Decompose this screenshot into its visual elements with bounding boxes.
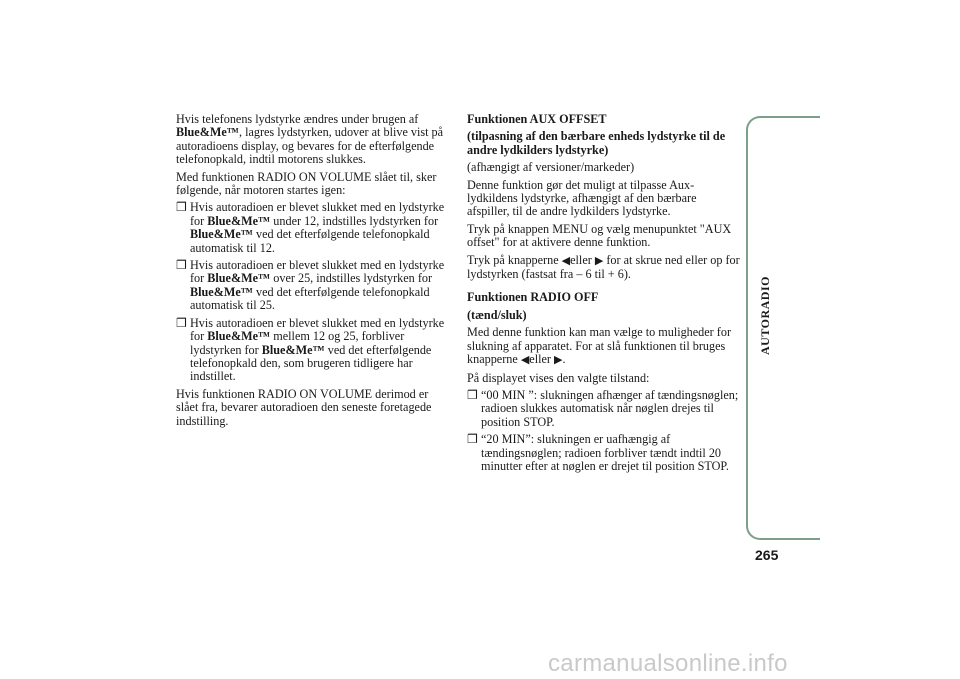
section-note: (afhængigt af versioner/markeder) — [467, 160, 635, 175]
arrow-left-icon: ◀ — [561, 254, 571, 267]
watermark-text: carmanualsonline.info — [548, 650, 788, 677]
list-item: ❒ Hvis autoradioen er blevet slukket med en lydstyrke for Blue&Me™ under 12, indstilles lydstyrken for Blue&Me™ ved det efterfølgende telefonopkald automatisk til 12. — [176, 200, 445, 255]
paragraph-aux-description: Denne funktion gør det muligt at tilpasse Aux-lydkildens lydstyrke, afhængigt af den bærbare afspiller, til de andre lydkilders lydstyrke. — [467, 177, 697, 219]
list-item: ❒ Hvis autoradioen er blevet slukket med en lydstyrke for Blue&Me™ over 25, indstilles lydstyrken for Blue&Me™ ved det efterfølgende telefonopkald automatisk til 25. — [176, 258, 445, 313]
bullet-icon: ❒ — [176, 315, 187, 330]
heading-aux-offset — [467, 113, 742, 175]
arrow-right-icon: ▶ — [594, 254, 604, 267]
list-item: ❒ Hvis autoradioen er blevet slukket med en lydstyrke for Blue&Me™ mellem 12 og 25, forbliver lydstyrken for Blue&Me™ ved det efterfølgende telefonopkald den, som brugeren tidligere har indstillet. — [176, 315, 445, 384]
bullet-icon: ❒ — [176, 200, 187, 215]
section-subtitle: (tænd/sluk) — [467, 307, 527, 322]
section-subtitle: (tilpasning af den bærbare enheds lydstyrke til de andre lydkilders lydstyrke) — [467, 129, 726, 157]
chapter-label: AUTORADIO — [757, 275, 772, 355]
list-item: ❒ “00 MIN ”: slukningen afhænger af tændingsnøglen; radioen slukkes automatisk når nøglen drejes til position STOP. — [467, 387, 739, 429]
left-column — [176, 113, 448, 432]
arrow-right-icon: ▶ — [553, 354, 563, 367]
paragraph-phone-volume: Hvis telefonens lydstyrke ændres under brugen af Blue&Me™, lagres lydstyrken, udover at blive vist på autoradioens display, og bevares for de efterfølgende telefonopkald, indtil motorens slukkes. — [176, 112, 444, 167]
bullet-icon: ❒ — [467, 387, 478, 402]
paragraph-radio-off-description: Med denne funktion kan man vælge to muligheder for slukning af apparatet. For at slå funktionen til bruges knapperne ◀eller ▶. — [467, 325, 732, 367]
bullet-list-radio-off — [467, 389, 742, 473]
section-title: Funktionen RADIO OFF — [467, 290, 599, 305]
paragraph-radio-on-volume-off: Hvis funktionen RADIO ON VOLUME derimod er slået fra, bevarer autoradioen den seneste foretagede indstilling. — [176, 386, 432, 428]
arrow-left-icon: ◀ — [520, 354, 530, 367]
bullet-icon: ❒ — [176, 258, 187, 273]
paragraph-aux-buttons: Tryk på knapperne ◀eller ▶ for at skrue ned eller op for lydstyrken (fastsat fra – 6 til + 6). — [467, 252, 740, 282]
paragraph-display-mode: På displayet vises den valgte tilstand: — [467, 370, 650, 385]
heading-radio-off — [467, 291, 742, 322]
right-column — [467, 113, 742, 477]
bullet-list-volume — [176, 201, 448, 383]
page-number: 265 — [755, 547, 779, 563]
paragraph-aux-menu: Tryk på knappen MENU og vælg menupunktet "AUX offset" for at aktivere denne funktion. — [467, 221, 732, 250]
list-item: ❒ “20 MIN”: slukningen er uafhængig af tændingsnøglen; radioen forbliver tændt indtil 20 minutter efter at nøglen er drejet til position STOP. — [467, 432, 729, 473]
paragraph-radio-on-volume: Med funktionen RADIO ON VOLUME slået til, sker følgende, når motoren startes igen: — [176, 169, 437, 198]
bullet-icon: ❒ — [467, 432, 478, 447]
section-title: Funktionen AUX OFFSET — [467, 112, 607, 126]
